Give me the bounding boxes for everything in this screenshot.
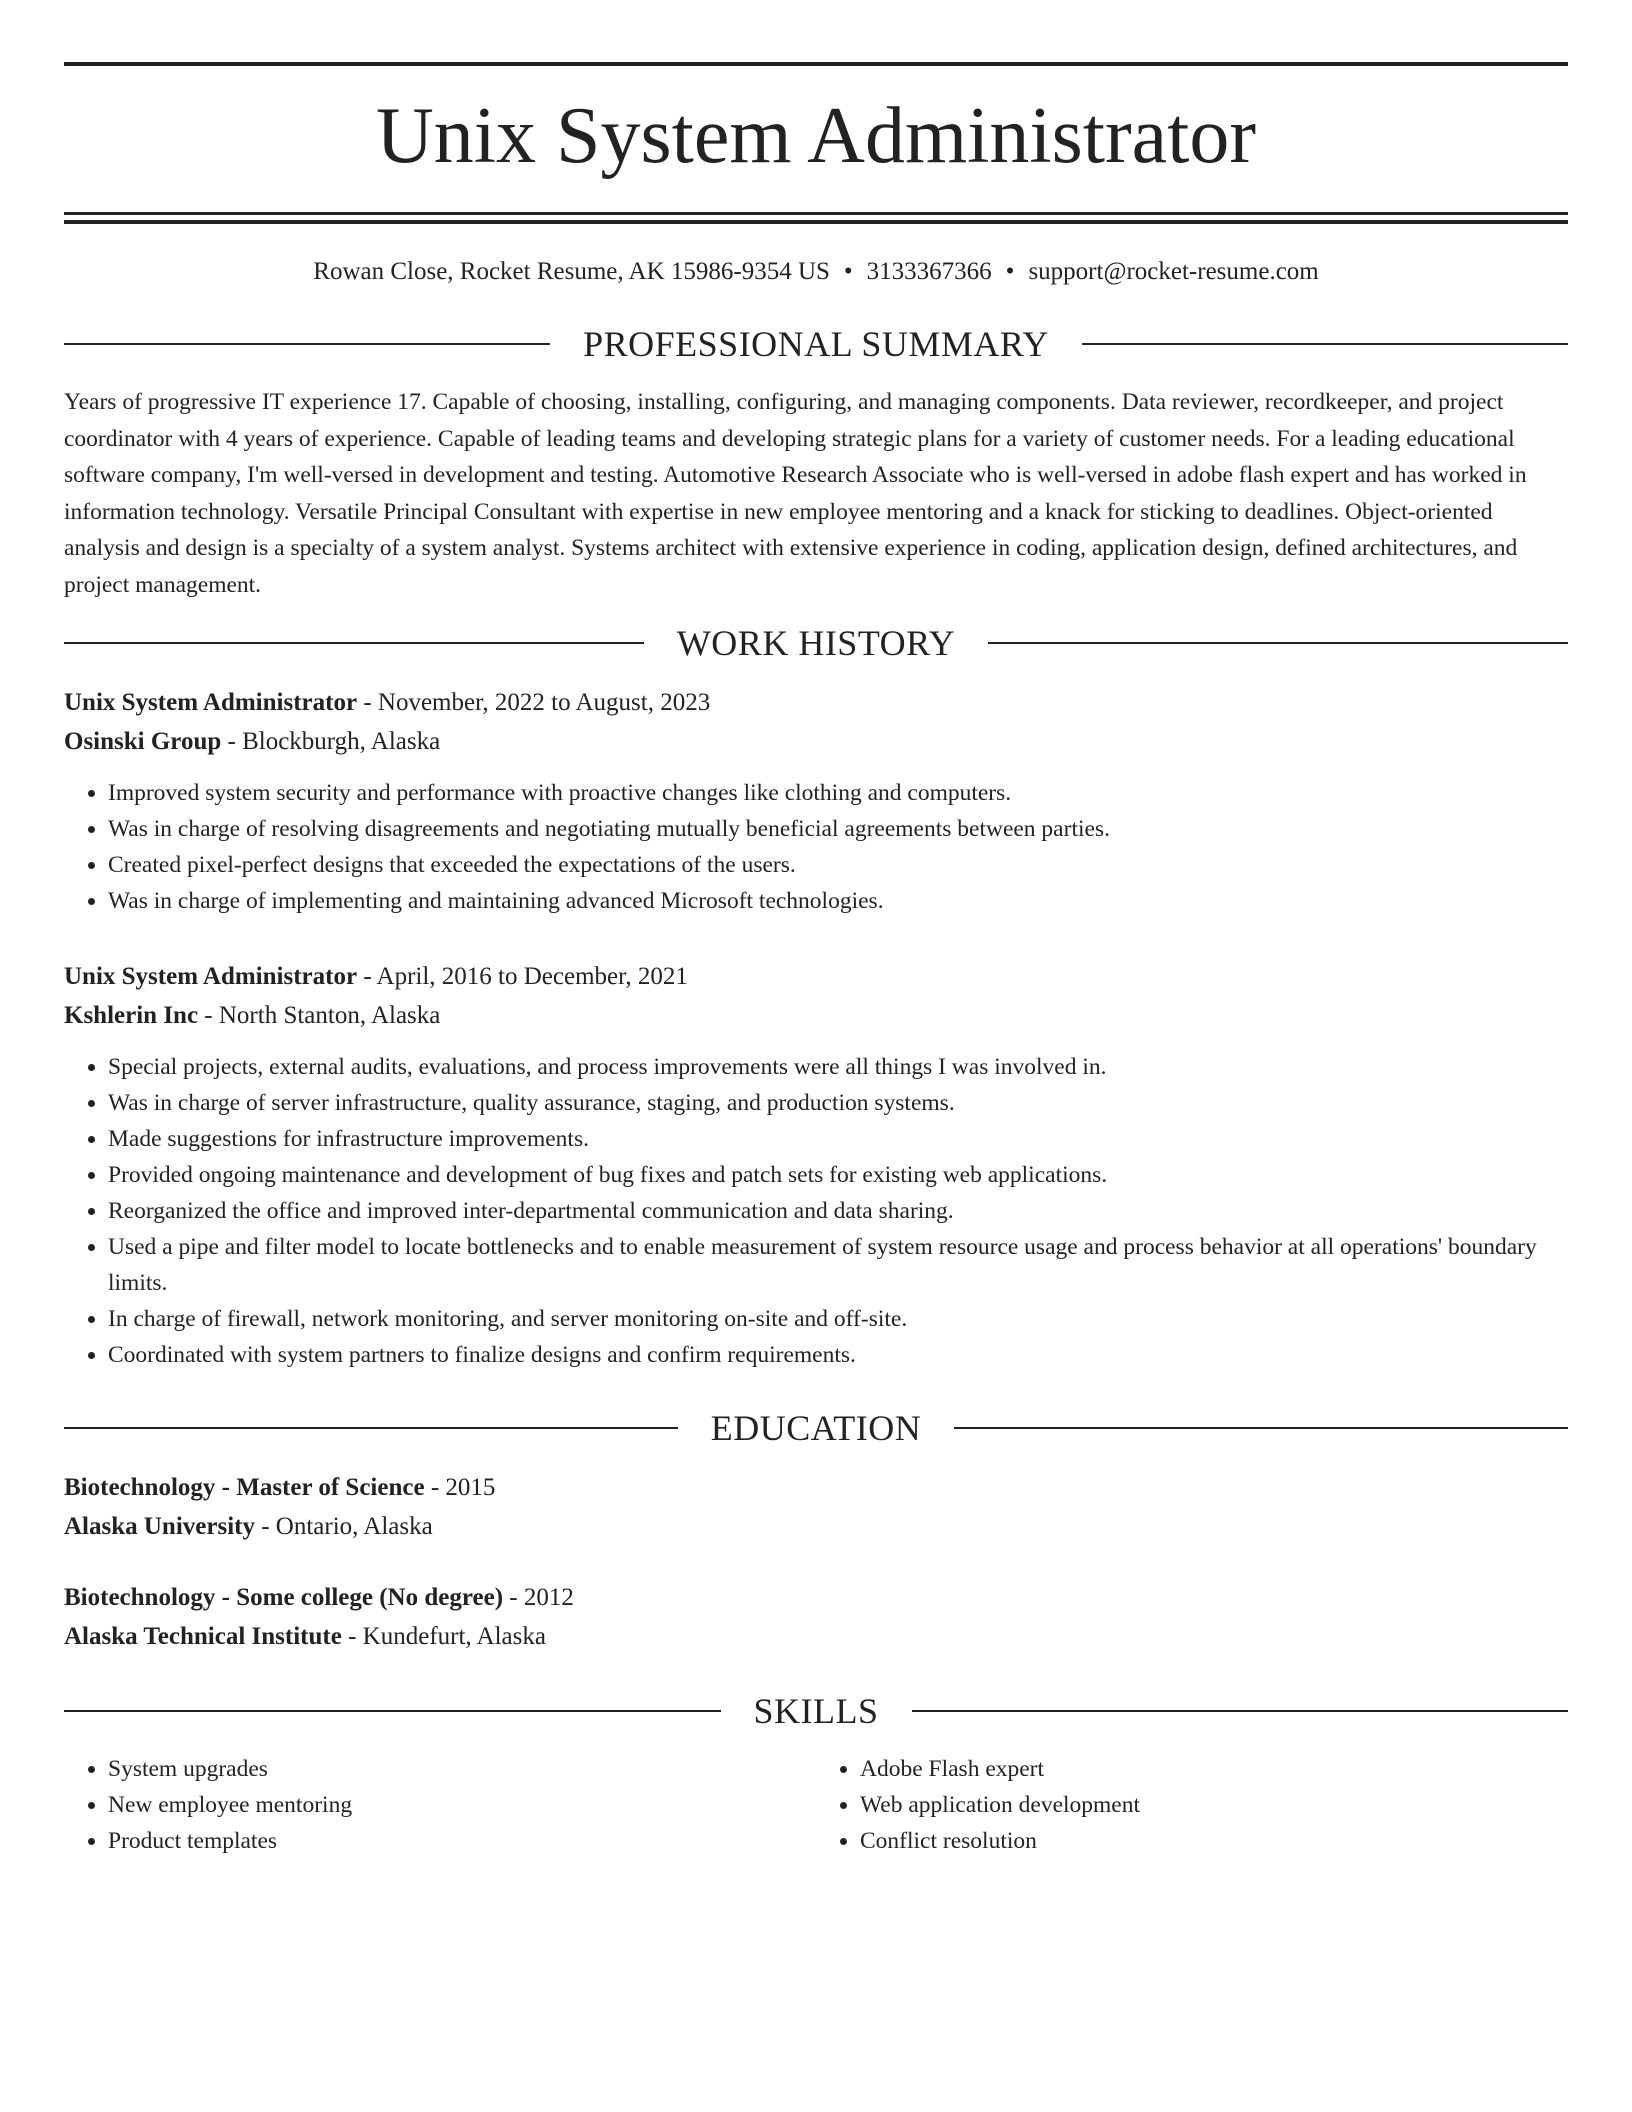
heading-rule-left xyxy=(64,1710,721,1712)
job-entry xyxy=(64,683,1568,919)
list-item: • Was in charge of implementing and maintaining advanced Microsoft technologies. xyxy=(108,883,1568,919)
heading-rule-right xyxy=(1082,343,1568,345)
list-item: • Used a pipe and filter model to locate bottlenecks and to enable measurement of system resource usage and process behavior at all operations' boundary limits. xyxy=(108,1229,1568,1301)
degree: Biotechnology - Some college (No degree) xyxy=(64,1584,504,1611)
school-line xyxy=(64,1617,1568,1656)
job-title-line xyxy=(64,957,1568,996)
list-item: • Created pixel-perfect designs that exceeded the expectations of the users. xyxy=(108,847,1568,883)
contact-separator: • xyxy=(1005,258,1015,285)
list-item: • Coordinated with system partners to finalize designs and confirm requirements. xyxy=(108,1337,1568,1373)
list-item: • Was in charge of resolving disagreements and negotiating mutually beneficial agreements between parties. xyxy=(108,811,1568,847)
heading-rule-left xyxy=(64,1427,678,1429)
list-item: • Made suggestions for infrastructure improvements. xyxy=(108,1121,1568,1157)
contact-address: Rowan Close, Rocket Resume, AK 15986-9354 US xyxy=(313,258,830,285)
list-item: • Was in charge of server infrastructure, quality assurance, staging, and production systems. xyxy=(108,1085,1568,1121)
list-item: • Provided ongoing maintenance and development of bug fixes and patch sets for existing web applications. xyxy=(108,1157,1568,1193)
list-item: • In charge of firewall, network monitoring, and server monitoring on-site and off-site. xyxy=(108,1301,1568,1337)
job-location: - Blockburgh, Alaska xyxy=(221,728,441,755)
work-heading: WORK HISTORY xyxy=(676,623,956,663)
skill-item: • System upgrades xyxy=(108,1751,816,1787)
degree-year: - 2015 xyxy=(424,1474,496,1501)
heading-rule-right xyxy=(954,1427,1568,1429)
degree-line xyxy=(64,1578,1568,1617)
job-title: Unix System Administrator xyxy=(64,689,358,716)
job-dates: - November, 2022 to August, 2023 xyxy=(357,689,711,716)
school-location: - Kundefurt, Alaska xyxy=(341,1623,546,1650)
heading-rule-right xyxy=(912,1710,1569,1712)
skills-list-left xyxy=(64,1751,816,1859)
school-line xyxy=(64,1507,1568,1546)
job-company-line xyxy=(64,996,1568,1035)
degree-line xyxy=(64,1468,1568,1507)
job-company: Kshlerin Inc xyxy=(64,1002,199,1029)
job-company: Osinski Group xyxy=(64,728,222,755)
list-item: • Improved system security and performance with proactive changes like clothing and computers. xyxy=(108,775,1568,811)
degree-year: - 2012 xyxy=(503,1584,574,1611)
contact-line xyxy=(64,255,1568,289)
summary-text: Years of progressive IT experience 17. Capable of choosing, installing, configuring, and managing components. Data reviewer, recordkeeper, and project coordinator with 4 years of experience. Capable of leading teams and developing strategic plans for a variety of customer needs. For a leading educational software company, I'm well-versed in development and testing. Automotive Research Associate who is well-versed in adobe flash expert and has worked in information technology. Versatile Principal Consultant with expertise in new employee mentoring and a knack for sticking to deadlines. Object-oriented analysis and design is a specialty of a system analyst. Systems architect with extensive experience in coding, application design, defined architectures, and project management. xyxy=(64,389,1527,598)
summary-heading-row xyxy=(64,322,1568,366)
skills-heading-row xyxy=(64,1689,1568,1733)
heading-rule-left xyxy=(64,642,644,644)
skills-list-right xyxy=(816,1751,1568,1859)
school-location: - Ontario, Alaska xyxy=(254,1513,433,1540)
job-bullets xyxy=(64,1049,1568,1373)
work-heading-row xyxy=(64,621,1568,665)
job-dates: - April, 2016 to December, 2021 xyxy=(357,963,688,990)
heading-rule-right xyxy=(988,642,1568,644)
school: Alaska Technical Institute xyxy=(64,1623,342,1650)
education-entry xyxy=(64,1578,1568,1656)
job-location: - North Stanton, Alaska xyxy=(198,1002,441,1029)
education-heading: EDUCATION xyxy=(710,1408,922,1448)
skill-item: • Adobe Flash expert xyxy=(860,1751,1568,1787)
summary-heading: PROFESSIONAL SUMMARY xyxy=(583,324,1049,364)
skill-item: • Web application development xyxy=(860,1787,1568,1823)
skill-item: • Conflict resolution xyxy=(860,1823,1568,1859)
education-heading-row xyxy=(64,1406,1568,1450)
job-company-line xyxy=(64,722,1568,761)
job-bullets xyxy=(64,775,1568,919)
skills-columns xyxy=(64,1751,1568,1859)
list-item: • Reorganized the office and improved inter-departmental communication and data sharing. xyxy=(108,1193,1568,1229)
school: Alaska University xyxy=(64,1513,255,1540)
skills-heading: SKILLS xyxy=(753,1691,879,1731)
skill-item: • New employee mentoring xyxy=(108,1787,816,1823)
heading-rule-left xyxy=(64,343,550,345)
list-item: • Special projects, external audits, evaluations, and process improvements were all things I was involved in. xyxy=(108,1049,1568,1085)
education-entry xyxy=(64,1468,1568,1546)
degree: Biotechnology - Master of Science xyxy=(64,1474,425,1501)
contact-separator: • xyxy=(843,258,853,285)
contact-phone: 3133367366 xyxy=(866,258,992,285)
resume-title: Unix System Administrator xyxy=(376,92,1256,180)
top-rule xyxy=(64,62,1568,66)
job-entry xyxy=(64,957,1568,1373)
contact-email: support@rocket-resume.com xyxy=(1028,258,1319,285)
skill-item: • Product templates xyxy=(108,1823,816,1859)
title-double-rule xyxy=(64,212,1568,224)
job-title-line xyxy=(64,683,1568,722)
job-title: Unix System Administrator xyxy=(64,963,358,990)
